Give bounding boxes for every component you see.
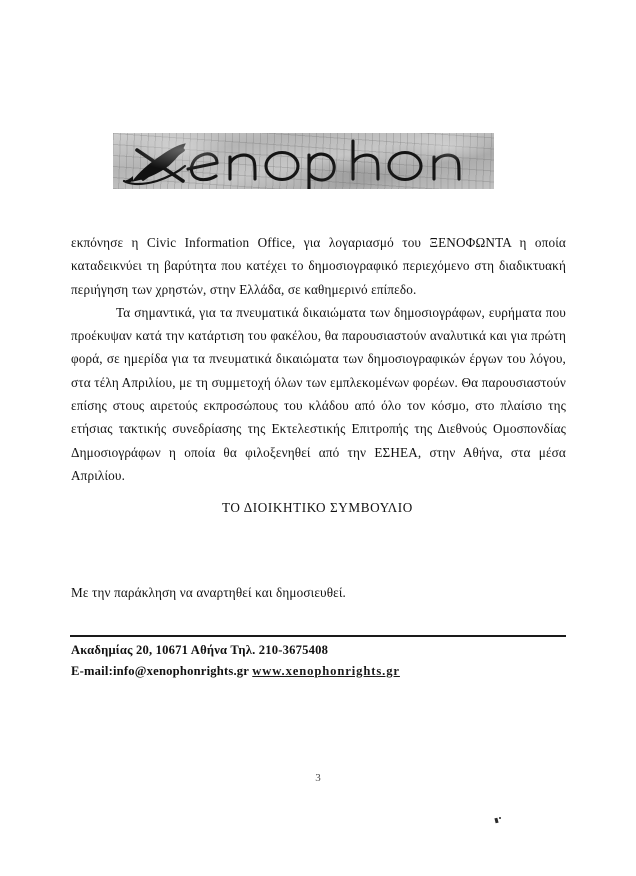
- footer-divider: [70, 635, 566, 637]
- page-number: 3: [315, 772, 321, 784]
- footer-contact-block: [71, 640, 571, 682]
- publication-request-note: Με την παράκληση να αναρτηθεί και δημοσιευθεί.: [71, 585, 347, 600]
- footer-website-link[interactable]: www.xenophonrights.gr: [252, 664, 400, 678]
- xenophon-logo-artwork: [113, 133, 494, 189]
- xenophon-logo-banner: [113, 133, 494, 189]
- paragraph-1: εκπόνησε η Civic Information Office, για λογαριασμό του ΞΕΝΟΦΩΝΤΑ η οποία καταδεικνύει τη βαρύτητα που κατέχει το δημοσιογραφικό περιεχόμενο στη διαδικτυακή περιήγηση των χρηστών, στην Ελλάδα, σε καθημερινό επίπεδο.: [71, 235, 566, 297]
- scan-artifact-speck-secondary: [499, 817, 501, 819]
- signature-board-of-directors: ΤΟ ΔΙΟΙΚΗΤΙΚΟ ΣΥΜΒΟΥΛΙΟ: [222, 500, 413, 515]
- scan-artifact-speck: [494, 818, 498, 824]
- document-body: [71, 231, 566, 487]
- paragraph-2: Τα σημαντικά, για τα πνευματικά δικαιώματα των δημοσιογράφων, ευρήματα που προέκυψαν κατά την κατάρτιση του φακέλου, θα παρουσιαστούν αναλυτικά και για πρώτη φορά, σε ημερίδα για τα πνευματικά δικαιώματα των δημοσιογραφικών έργων του λόγου, στα τέλη Απριλίου, με τη συμμετοχή όλων των εμπλεκομένων φορέων. Θα παρουσιαστούν επίσης στους αιρετούς εκπροσώπους του κλάδου από όλο τον κόσμο, στο πλαίσιο της ετήσιας τακτικής συνεδρίασης της Εκτελεστικής Επιτροπής της Διεθνούς Ομοσπονδίας Δημοσιογράφων η οποία θα φιλοξενηθεί από την ΕΣΗΕΑ, στην Αθήνα, στα μέσα Απριλίου.: [71, 304, 566, 483]
- footer-email[interactable]: E-mail:info@xenophonrights.gr: [71, 664, 249, 678]
- footer-email-row: [71, 661, 571, 682]
- footer-address: Ακαδημίας 20, 10671 Αθήνα Τηλ. 210-3675408: [71, 643, 329, 657]
